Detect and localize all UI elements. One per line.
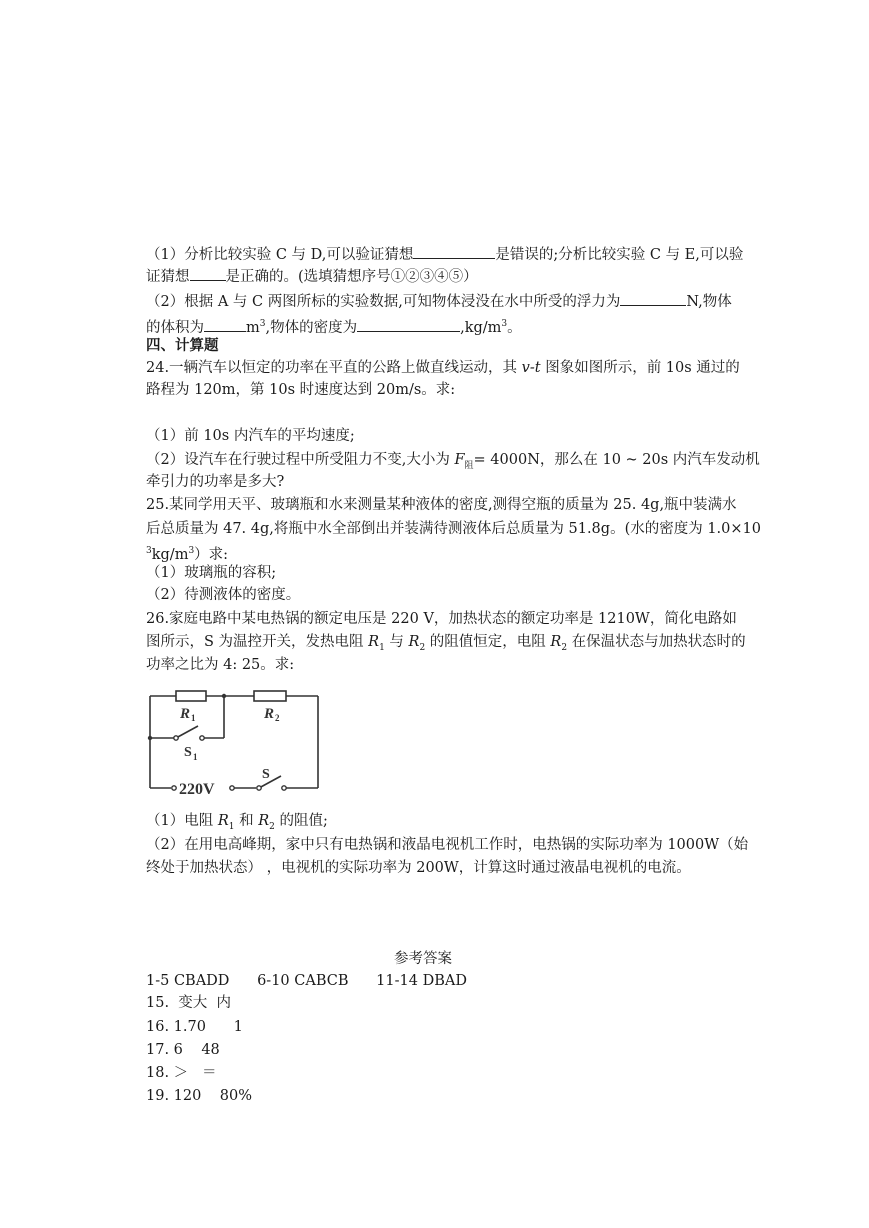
answer-17: 17. 6 48	[146, 1042, 220, 1058]
answers-mc: 1-5 CBADD 6-10 CABCB 11-14 DBAD	[146, 973, 467, 989]
label-r1-sub: 1	[191, 713, 196, 723]
q26-sub2-line1: （2）在用电高峰期，家中只有电热锅和液晶电视机工作时，电热锅的实际功率为 1000W（始	[146, 837, 749, 853]
q24-sub2-line2: 牵引力的功率是多大?	[146, 474, 285, 490]
q23-part2-line1	[146, 290, 732, 313]
italic-text: F	[454, 452, 465, 468]
resistor-r2	[254, 691, 286, 701]
q24-line1	[146, 357, 740, 379]
text: 图象如图所示，前 10s 通过的	[540, 360, 740, 376]
italic-text: R	[550, 634, 562, 650]
superscript: 3	[188, 546, 195, 556]
q23-part1-line1	[146, 243, 743, 266]
superscript: 3	[259, 319, 266, 329]
text: 与	[384, 634, 409, 650]
text: （2）根据 A 与 C 两图所标的实验数据,可知物体浸没在水中所受的浮力为	[146, 294, 621, 310]
label-s1-sub: 1	[193, 752, 198, 762]
text: 图所示，S 为温控开关，发热电阻	[146, 634, 369, 650]
label-r1: R	[180, 706, 191, 722]
switch-s1	[176, 726, 198, 738]
text: 的阻值;	[274, 813, 328, 829]
circuit-diagram	[146, 688, 326, 800]
answer-blank[interactable]	[357, 316, 460, 332]
italic-text: R	[258, 813, 270, 829]
q26-line3: 功率之比为 4: 25。求:	[146, 657, 295, 673]
q24-line2: 路程为 120m，第 10s 时速度达到 20m/s。求:	[146, 382, 456, 398]
text: N,物体	[686, 294, 732, 310]
text: 在保温状态与加热状态时的	[567, 634, 746, 650]
subscript: 1	[379, 642, 385, 653]
q23-part1-line2	[146, 265, 478, 288]
q26-line1: 26.家庭电路中某电热锅的额定电压是 220 V，加热状态的额定功率是 1210W，简化电路如	[146, 611, 737, 627]
text: m	[246, 319, 260, 336]
text: ）求:	[194, 546, 229, 563]
label-voltage: 220V	[179, 781, 215, 798]
answer-15: 15. 变大 内	[146, 995, 231, 1011]
italic-text: R	[368, 634, 380, 650]
answer-blank[interactable]	[190, 265, 226, 281]
text: kg/m	[151, 546, 189, 563]
section-title: 四、计算题	[146, 337, 219, 354]
subscript: 2	[269, 821, 275, 832]
italic-text: R	[408, 634, 420, 650]
text: 证猜想	[146, 269, 190, 285]
superscript: 3	[146, 546, 152, 556]
text: （2）设汽车在行驶过程中所受阻力不变,大小为	[146, 452, 455, 468]
subscript: 2	[561, 642, 568, 653]
text: 的体积为	[146, 319, 204, 336]
text: 是正确的。(选填猜想序号①②③④⑤）	[225, 269, 478, 285]
label-s1: S	[184, 745, 192, 760]
text: 。	[507, 319, 522, 336]
text: 是错误的;分析比较实验 C 与 E,可以验	[495, 247, 744, 263]
text: ,kg/m	[460, 319, 502, 336]
resistor-r1	[176, 691, 206, 701]
subscript: 2	[419, 642, 426, 653]
answer-19: 19. 120 80%	[146, 1088, 253, 1104]
text: 的阻值恒定，电阻	[425, 634, 551, 650]
text: = 4000N，那么在 10 ~ 20s 内汽车发动机	[473, 452, 760, 468]
text: （1）电阻	[146, 813, 218, 829]
answer-16: 16. 1.70 1	[146, 1019, 243, 1035]
label-r2: R	[264, 706, 275, 722]
superscript: 3	[501, 319, 508, 329]
text: ,物体的密度为	[265, 319, 358, 336]
q26-sub2-line2: 终处于加热状态） ，电视机的实际功率为 200W，计算这时通过液晶电视机的电流。	[146, 860, 691, 876]
text: （1）分析比较实验 C 与 D,可以验证猜想	[146, 247, 414, 263]
q25-line2: 后总质量为 47. 4g,将瓶中水全部倒出并装满待测液体后总质量为 51.8g。(水的密度为 1.0×10	[146, 521, 761, 537]
italic-text: R	[217, 813, 229, 829]
q24-sub1: （1）前 10s 内汽车的平均速度;	[146, 428, 355, 444]
q25-line1: 25.某同学用天平、玻璃瓶和水来测量某种液体的密度,测得空瓶的质量为 25. 4g,瓶中装满水	[146, 497, 737, 513]
subscript: 阻	[464, 460, 474, 471]
q25-sub2: （2）待测液体的密度。	[146, 587, 301, 603]
label-r2-sub: 2	[275, 713, 280, 723]
text: 24.一辆汽车以恒定的功率在平直的公路上做直线运动，其	[146, 360, 522, 376]
answers-title: 参考答案	[394, 951, 452, 967]
label-s: S	[262, 767, 270, 782]
italic-text: v-t	[521, 360, 541, 376]
answer-blank[interactable]	[413, 243, 495, 259]
answer-blank[interactable]	[620, 290, 686, 306]
q25-sub1: （1）玻璃瓶的容积;	[146, 565, 277, 581]
answer-blank[interactable]	[204, 316, 246, 332]
subscript: 1	[228, 821, 235, 832]
text: 和	[234, 813, 259, 829]
answer-18: 18. ＞ ＝	[146, 1065, 217, 1081]
